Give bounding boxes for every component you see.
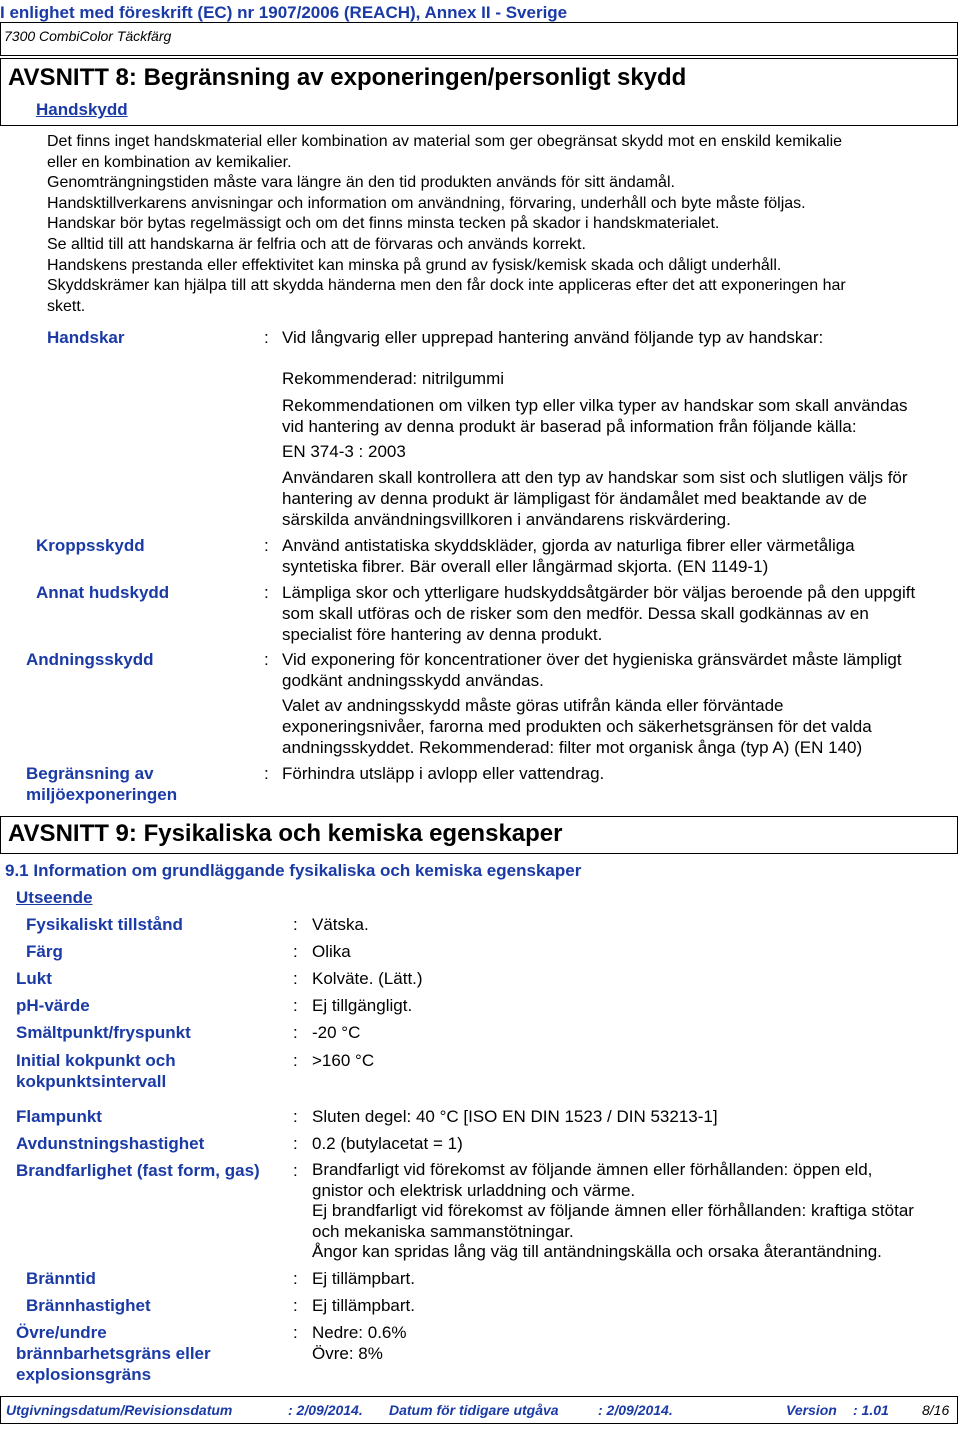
annat-hudskydd-value: [282, 582, 915, 645]
andningsskydd-line: Valet av andningsskydd måste göras utifrån kända eller förväntade: [282, 696, 784, 715]
kokpunkt-label: [16, 1050, 176, 1092]
colon: :: [293, 996, 298, 1015]
andningsskydd-line: godkänt andningsskydd användas.: [282, 671, 544, 690]
colon: :: [264, 583, 269, 602]
fysikaliskt-value: Vätska.: [312, 915, 369, 934]
handskar-line: Vid långvarig eller upprepad hantering använd följande typ av handskar:: [282, 328, 824, 347]
colon: :: [293, 1107, 298, 1126]
colon: :: [293, 1269, 298, 1288]
handskar-line: Rekommendationen om vilken typ eller vilka typer av handskar som skall användas: [282, 396, 908, 415]
brandfarlighet-line: och mekaniska sammanstötningar.: [312, 1221, 574, 1241]
footer-previous-value: : 2/09/2014.: [598, 1402, 673, 1418]
utseende-heading: Utseende: [16, 888, 93, 907]
colon: :: [293, 1323, 298, 1342]
branntid-label: Bränntid: [26, 1269, 96, 1288]
miljo-label-line: Begränsning av: [26, 764, 154, 783]
handskar-line: vid hantering av denna produkt är baserad på information från följande källa:: [282, 417, 857, 436]
colon: :: [293, 1161, 298, 1180]
section9-title: AVSNITT 9: Fysikaliska och kemiska egenskaper: [8, 820, 563, 847]
handskar-anvandaren: [282, 467, 908, 530]
brandfarlighet-label: Brandfarlighet (fast form, gas): [16, 1161, 260, 1180]
intro-line: Genomträngningstiden måste vara längre än den tid produkten används för sitt ändamål.: [47, 174, 675, 192]
miljo-label-line: miljöexponeringen: [26, 785, 178, 804]
explosionsgrans-label-line: explosionsgräns: [16, 1365, 152, 1384]
colon: :: [293, 942, 298, 961]
lukt-label: Lukt: [16, 969, 52, 988]
explosionsgrans-value: [312, 1322, 407, 1364]
ph-value: Ej tillgängligt.: [312, 996, 413, 1015]
intro-line: Det finns inget handskmaterial eller kombination av material som ger obegränsat skydd mot en enskild kemikalie: [47, 133, 843, 150]
brandfarlighet-line: Ångor kan spridas lång väg till antändningskälla och orsaka återantändning.: [312, 1242, 882, 1261]
andningsskydd-label: Andningsskydd: [26, 650, 154, 669]
smaltpunkt-value: -20 °C: [312, 1023, 361, 1042]
colon: :: [293, 1051, 298, 1070]
footer-version-value: : 1.01: [853, 1402, 889, 1418]
footer-page-number: 8/16: [922, 1402, 950, 1418]
footer-issue-label: Utgivningsdatum/Revisionsdatum: [6, 1402, 233, 1418]
brandfarlighet-line: Brandfarligt vid förekomst av följande ämnen eller förhållanden: öppen eld,: [312, 1160, 873, 1179]
intro-line: Handsktillverkarens anvisningar och information om användning, förvaring, underhåll och byte måste följas.: [47, 194, 806, 212]
brandfarlighet-line: Ej brandfarligt vid förekomst av följande ämnen eller förhållanden: kraftiga stötar: [312, 1201, 914, 1220]
handskar-value: [282, 327, 823, 348]
lukt-value: Kolväte. (Lätt.): [312, 969, 423, 988]
andningsskydd-line: Vid exponering för koncentrationer över det hygieniska gränsvärdet måste lämpligt: [282, 650, 902, 669]
annat-hudskydd-label: Annat hudskydd: [36, 583, 170, 602]
farg-label: Färg: [26, 942, 63, 961]
brannhastighet-value: Ej tillämpbart.: [312, 1296, 415, 1315]
intro-line: Skyddskrämer kan hjälpa till att skydda händerna men den får dock inte appliceras efter det att exponeringen har: [47, 277, 846, 295]
andningsskydd-value: [282, 649, 902, 691]
avdunstning-label: Avdunstningshastighet: [16, 1134, 205, 1153]
section9-subtitle: 9.1 Information om grundläggande fysikaliska och kemiska egenskaper: [5, 861, 582, 880]
ph-label: pH-värde: [16, 996, 90, 1015]
miljo-value: Förhindra utsläpp i avlopp eller vattendrag.: [282, 764, 605, 783]
header-product: 7300 CombiColor Täckfärg: [4, 28, 172, 44]
kokpunkt-label-line: kokpunktsintervall: [16, 1072, 167, 1091]
footer-version-label: Version: [786, 1402, 837, 1418]
colon: :: [293, 1134, 298, 1153]
handskar-line: Användaren skall kontrollera att den typ av handskar som sist och slutligen väljs för: [282, 468, 908, 487]
colon: :: [293, 915, 298, 934]
avdunstning-value: 0.2 (butylacetat = 1): [312, 1134, 463, 1153]
handskar-line: särskilda användningsvillkoren i användarens riskvärdering.: [282, 510, 731, 529]
explosionsgrans-ovre: Övre: 8%: [312, 1344, 383, 1363]
colon: :: [264, 650, 269, 669]
annat-hudskydd-line: Lämpliga skor och ytterligare hudskyddsåtgärder bör väljas beroende på den uppgift: [282, 583, 916, 602]
handskydd-heading: Handskydd: [36, 100, 128, 119]
intro-line: Se alltid till att handskarna är felfria och att de förvaras och används korrekt.: [47, 235, 586, 253]
flampunkt-value: Sluten degel: 40 °C [ISO EN DIN 1523 / DIN 53213-1]: [312, 1107, 718, 1126]
colon: :: [264, 328, 269, 347]
brandfarlighet-line: gnistor och elektrisk urladdning och värme.: [312, 1180, 636, 1200]
handskar-label: Handskar: [47, 328, 125, 347]
handskar-line: hantering av denna produkt är lämpligast för ändamålet med beaktande av de: [282, 489, 867, 508]
kokpunkt-value: >160 °C: [312, 1051, 375, 1070]
handskar-rekommendation: [282, 395, 908, 437]
handskar-standard: EN 374-3 : 2003: [282, 442, 406, 461]
colon: :: [293, 1023, 298, 1042]
intro-line: Handskar bör bytas regelmässigt och om det finns minsta tecken på skador i handskmaterialet.: [47, 215, 720, 233]
explosionsgrans-label-line: brännbarhetsgräns eller: [16, 1344, 211, 1363]
intro-line: Handskens prestanda eller effektivitet kan minska på grund av fysisk/kemisk skada och dåligt underhåll.: [47, 256, 782, 274]
colon: :: [264, 764, 269, 783]
kroppsskydd-line: syntetiska fibrer. Bär overall eller långärmad skjorta. (EN 1149-1): [282, 557, 769, 576]
kokpunkt-label-line: Initial kokpunkt och: [16, 1051, 176, 1070]
kroppsskydd-label: Kroppsskydd: [36, 536, 145, 555]
explosionsgrans-nedre: Nedre: 0.6%: [312, 1323, 407, 1342]
handskydd-intro: [47, 132, 846, 317]
fysikaliskt-label: Fysikaliskt tillstånd: [26, 915, 183, 934]
explosionsgrans-label: [16, 1322, 211, 1385]
section8-title: AVSNITT 8: Begränsning av exponeringen/personligt skydd: [8, 64, 687, 91]
brandfarlighet-value: [312, 1160, 914, 1263]
handskar-rekommenderad: Rekommenderad: nitrilgummi: [282, 369, 505, 388]
andningsskydd-line: exponeringsnivåer, farorna med produkten och säkerhetsgränsen för det valda: [282, 717, 872, 736]
andningsskydd-line: andningsskyddet. Rekommenderad: filter mot organisk ånga (typ A) (EN 140): [282, 738, 863, 757]
brannhastighet-label: Brännhastighet: [26, 1296, 151, 1315]
intro-line: eller en kombination av kemikalier.: [47, 153, 292, 171]
annat-hudskydd-line: specialist före hantering av denna produkt.: [282, 625, 603, 644]
kroppsskydd-line: Använd antistatiska skyddskläder, gjorda av naturliga fibrer eller värmetåliga: [282, 536, 855, 555]
branntid-value: Ej tillämpbart.: [312, 1269, 415, 1288]
flampunkt-label: Flampunkt: [16, 1107, 102, 1126]
explosionsgrans-label-line: Övre/undre: [16, 1323, 107, 1342]
intro-line: skett.: [47, 297, 86, 315]
miljo-label: [26, 763, 177, 805]
andningsskydd-valet: [282, 695, 872, 758]
colon: :: [293, 1296, 298, 1315]
farg-value: Olika: [312, 942, 351, 961]
smaltpunkt-label: Smältpunkt/fryspunkt: [16, 1023, 191, 1042]
footer-previous-label: Datum för tidigare utgåva: [389, 1402, 559, 1418]
annat-hudskydd-line: som skall utföras och de risker som den medför. Dessa skall godkännas av en: [282, 604, 869, 623]
kroppsskydd-value: [282, 535, 855, 577]
header-regulation: I enlighet med föreskrift (EC) nr 1907/2006 (REACH), Annex II - Sverige: [0, 3, 568, 22]
footer-issue-value: : 2/09/2014.: [288, 1402, 363, 1418]
colon: :: [264, 536, 269, 555]
colon: :: [293, 969, 298, 988]
